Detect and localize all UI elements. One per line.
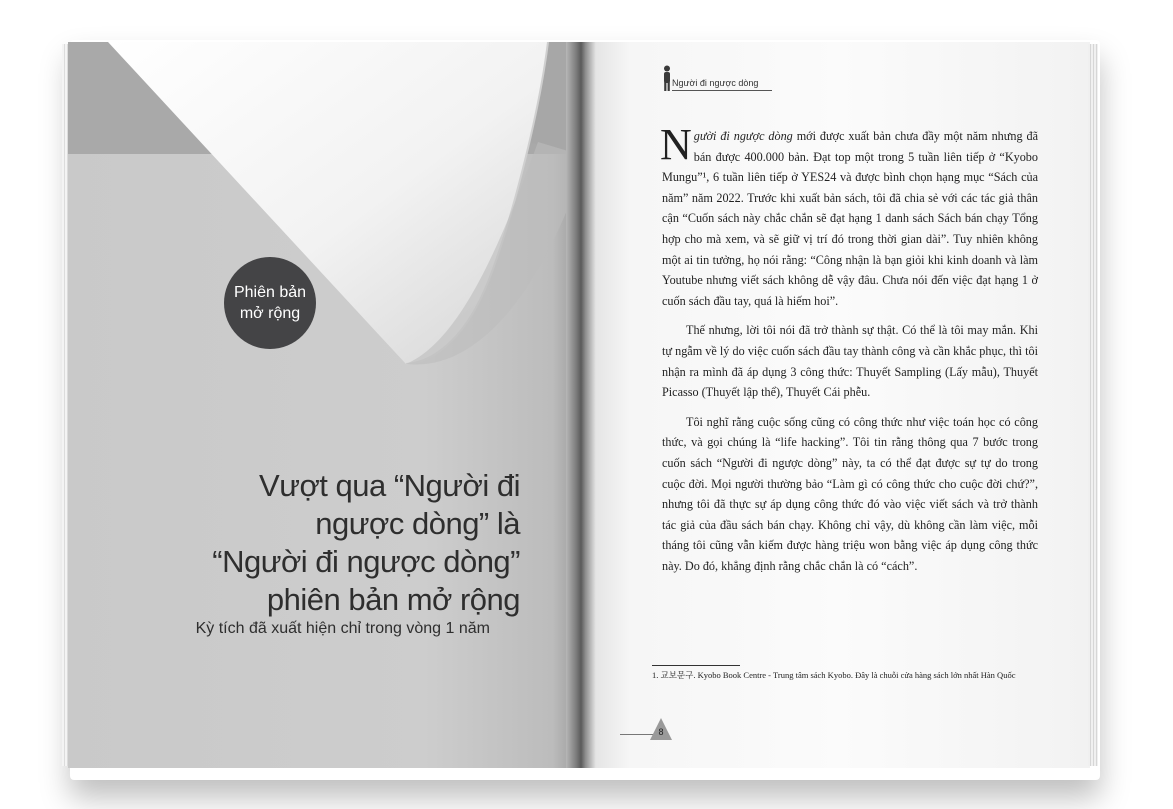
badge-line-1: Phiên bản [233, 284, 307, 301]
running-head-title: Người đi ngược dòng [672, 78, 772, 91]
running-head [662, 61, 772, 91]
right-page [590, 42, 1090, 768]
headline-line-4: phiên bản mở rộng [266, 582, 520, 617]
paragraph-3: Tôi nghĩ rằng cuộc sống cũng có công thức như việc toán học có công thức, và gọi chúng là “life hacking”. Tôi tin rằng thông qua 7 bước trong cuốn sách “Người đi ngược dòng” này, ta có thể đạt được sự tự do trong cuộc đời. Mọi người thường bảo “Làm gì có công thức cho cuộc đời chứ?”, nhưng tôi đã thực sự áp dụng công thức đó vào việc viết sách và trở thành tác giả của đầu sách bán chạy. Không chỉ vậy, dù không cần làm việc, mỗi tháng tôi cũng vẫn kiếm được hàng triệu won bằng việc áp dụng công thức này. Do đó, khẳng định rằng chắc chắn là có “cách”. [662, 414, 1038, 573]
body-text [660, 120, 1038, 585]
page-number: 8 [658, 727, 664, 737]
paragraph-1 [660, 120, 1038, 311]
footnote: 1. 교보문구. Kyobo Book Centre - Trung tâm sách Kyobo. Đây là chuỗi cửa hàng sách lớn nhất Hàn Quốc [652, 670, 1016, 680]
chapter-subheadline: Kỳ tích đã xuất hiện chỉ trong vòng 1 năm [195, 620, 490, 637]
headline-line-3: “Người đi ngược dòng” [212, 544, 520, 579]
headline-line-1: Vượt qua “Người đi [259, 468, 520, 503]
paragraph-2: Thế nhưng, lời tôi nói đã trở thành sự thật. Có thể là tôi may mắn. Khi tự ngẫm về lý do việc cuốn sách đầu tay thành công và cần khắc phục, thì tôi nhận ra mình đã áp dụng 3 công thức: Thuyết Sampling (Lấy mẫu), Thuyết Picasso (Thuyết lập thể), Thuyết Cái phễu. [662, 323, 1038, 400]
book-title-italic: gười đi ngược dòng [693, 129, 793, 143]
chapter-headline [80, 467, 520, 619]
page-number-line [620, 734, 654, 735]
page-curl-graphic [68, 42, 578, 768]
badge-line-2: mở rộng [239, 305, 301, 322]
edition-badge [224, 257, 316, 349]
book-spine [566, 42, 596, 768]
person-silhouette-icon [662, 65, 672, 91]
headline-line-2: ngược dòng” là [315, 506, 520, 541]
paragraph-1-text: mới được xuất bản chưa đầy một năm nhưng đã bán được 400.000 bản. Đạt top một trong 5 tuần liên tiếp ở “Kyobo Mungu”¹, 6 tuần liên tiếp ở YES24 và được bình chọn hạng mục “Sách của năm” năm 2022. Trước khi xuất bản sách, tôi đã chia sẻ với các tác giả thân cận “Cuốn sách này chắc chắn sẽ đạt hạng 1 danh sách Sách bán chạy Tổng hợp cho mà xem, và sẽ giữ vị trí đó trong thời gian dài”. Tuy nhiên không một ai tin tưởng, họ nói rằng: “Công nhận là bạn giỏi khi kinh doanh và làm Youtube nhưng viết sách không dễ vậy đâu. Chưa nói đến việc đạt hạng 1 ở cuốn sách đầu tay, quá là hiếm hoi”. [662, 129, 1038, 308]
left-page [68, 42, 578, 768]
drop-cap: N [660, 120, 692, 169]
right-page-edges [1088, 44, 1098, 766]
footnote-divider [652, 665, 740, 666]
